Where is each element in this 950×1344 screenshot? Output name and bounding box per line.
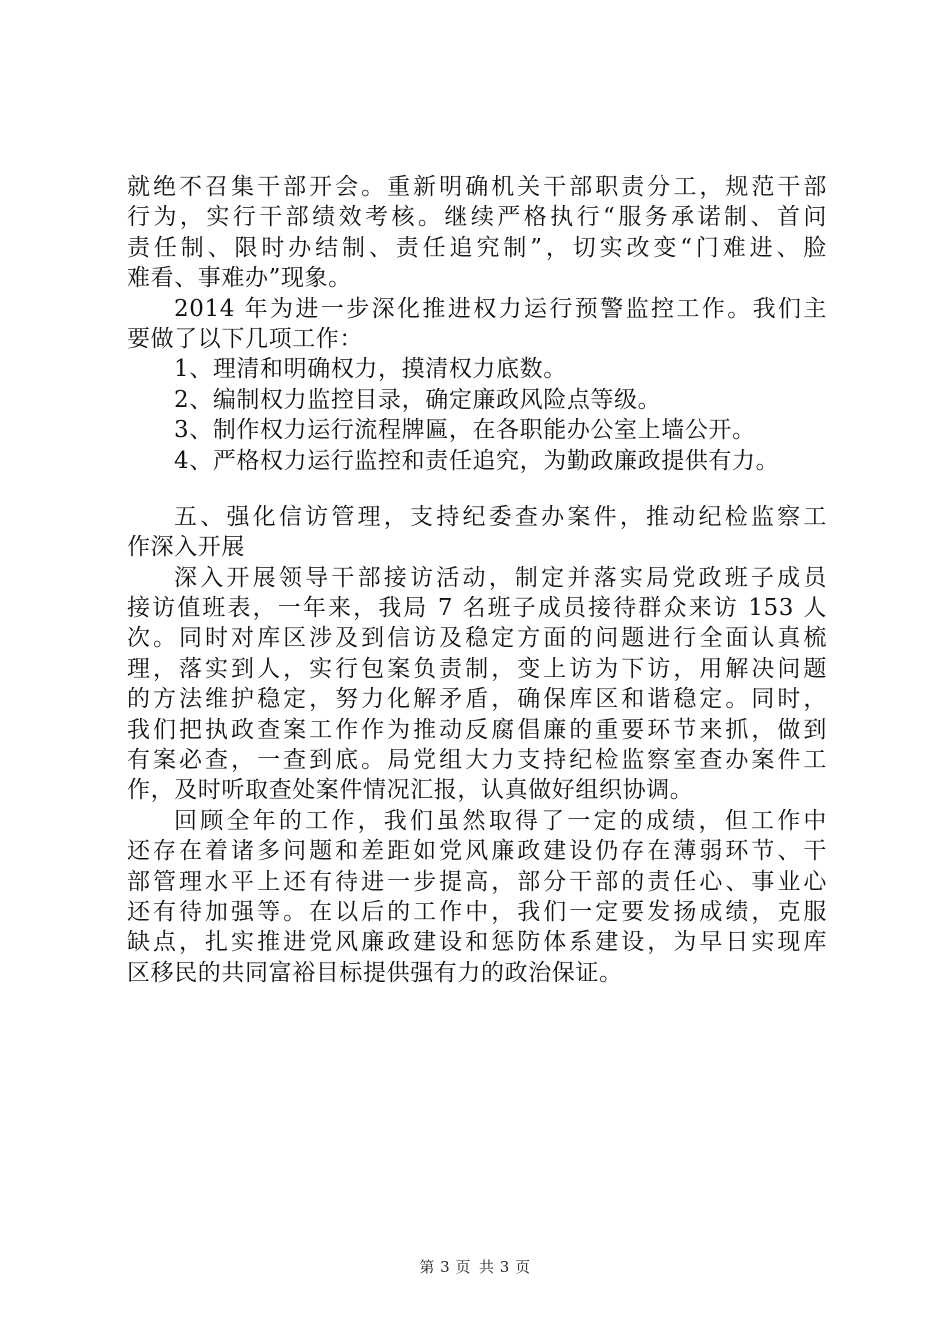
text-line: 有案必查，一查到底。局党组大力支持纪检监察室查办案件工 [127, 747, 827, 774]
text-line: 2014 年为进一步深化推进权力运行预警监控工作。我们主 [174, 295, 827, 322]
list-item: 2、编制权力监控目录，确定廉政风险点等级。 [174, 386, 662, 413]
text-line: 作，及时听取查处案件情况汇报，认真做好组织协调。 [127, 777, 694, 804]
text-line: 次。同时对库区涉及到信访及稳定方面的问题进行全面认真梳 [127, 625, 827, 652]
text-line: 就绝不召集干部开会。重新明确机关干部职责分工，规范干部 [127, 174, 827, 200]
text-line: 还存在着诸多问题和差距如党风廉政建设仍存在薄弱环节、干 [127, 838, 827, 865]
text-line: 难看、事难办”现象。 [127, 265, 352, 292]
text-line: 理，落实到人，实行包案负责制，变上访为下访，用解决问题 [127, 655, 827, 682]
text-line: 深入开展领导干部接访活动，制定并落实局党政班子成员 [174, 564, 827, 591]
text-line: 还有待加强等。在以后的工作中，我们一定要发扬成绩，克服 [127, 898, 827, 925]
list-item: 4、严格权力运行监控和责任追究，为勤政廉政提供有力。 [174, 447, 780, 474]
document-body [127, 172, 827, 988]
text-line: 的方法维护稳定，努力化解矛盾，确保库区和谐稳定。同时， [127, 686, 827, 713]
text-line: 接访值班表，一年来，我局 7 名班子成员接待群众来访 153 人 [127, 595, 827, 622]
text-line: 缺点，扎实推进党风廉政建设和惩防体系建设，为早日实现库 [127, 929, 827, 956]
text-line: 责任制、限时办结制、责任追究制”，切实改变“门难进、脸 [127, 234, 827, 261]
text-line: 区移民的共同富裕目标提供强有力的政治保证。 [127, 959, 623, 986]
text-line: 行为，实行干部绩效考核。继续严格执行“服务承诺制、首问 [127, 204, 827, 231]
page-number: 第 3 页 [419, 1258, 471, 1276]
page-total: 共 3 页 [479, 1258, 531, 1276]
paragraph-gap [127, 476, 827, 502]
list-item: 1、理清和明确权力，摸清权力底数。 [174, 356, 567, 383]
text-line: 我们把执政查案工作作为推动反腐倡廉的重要环节来抓，做到 [127, 716, 827, 743]
text-line: 要做了以下几项工作： [127, 325, 363, 352]
text-line: 部管理水平上还有待进一步提高，部分干部的责任心、事业心 [127, 868, 827, 895]
section-heading: 作深入开展 [127, 534, 245, 561]
text-line: 回顾全年的工作，我们虽然取得了一定的成绩，但工作中 [174, 807, 827, 834]
list-item: 3、制作权力运行流程牌匾，在各职能办公室上墙公开。 [174, 417, 756, 444]
section-heading: 五、强化信访管理，支持纪委查办案件，推动纪检监察工 [174, 503, 827, 530]
page-footer [0, 1256, 950, 1277]
